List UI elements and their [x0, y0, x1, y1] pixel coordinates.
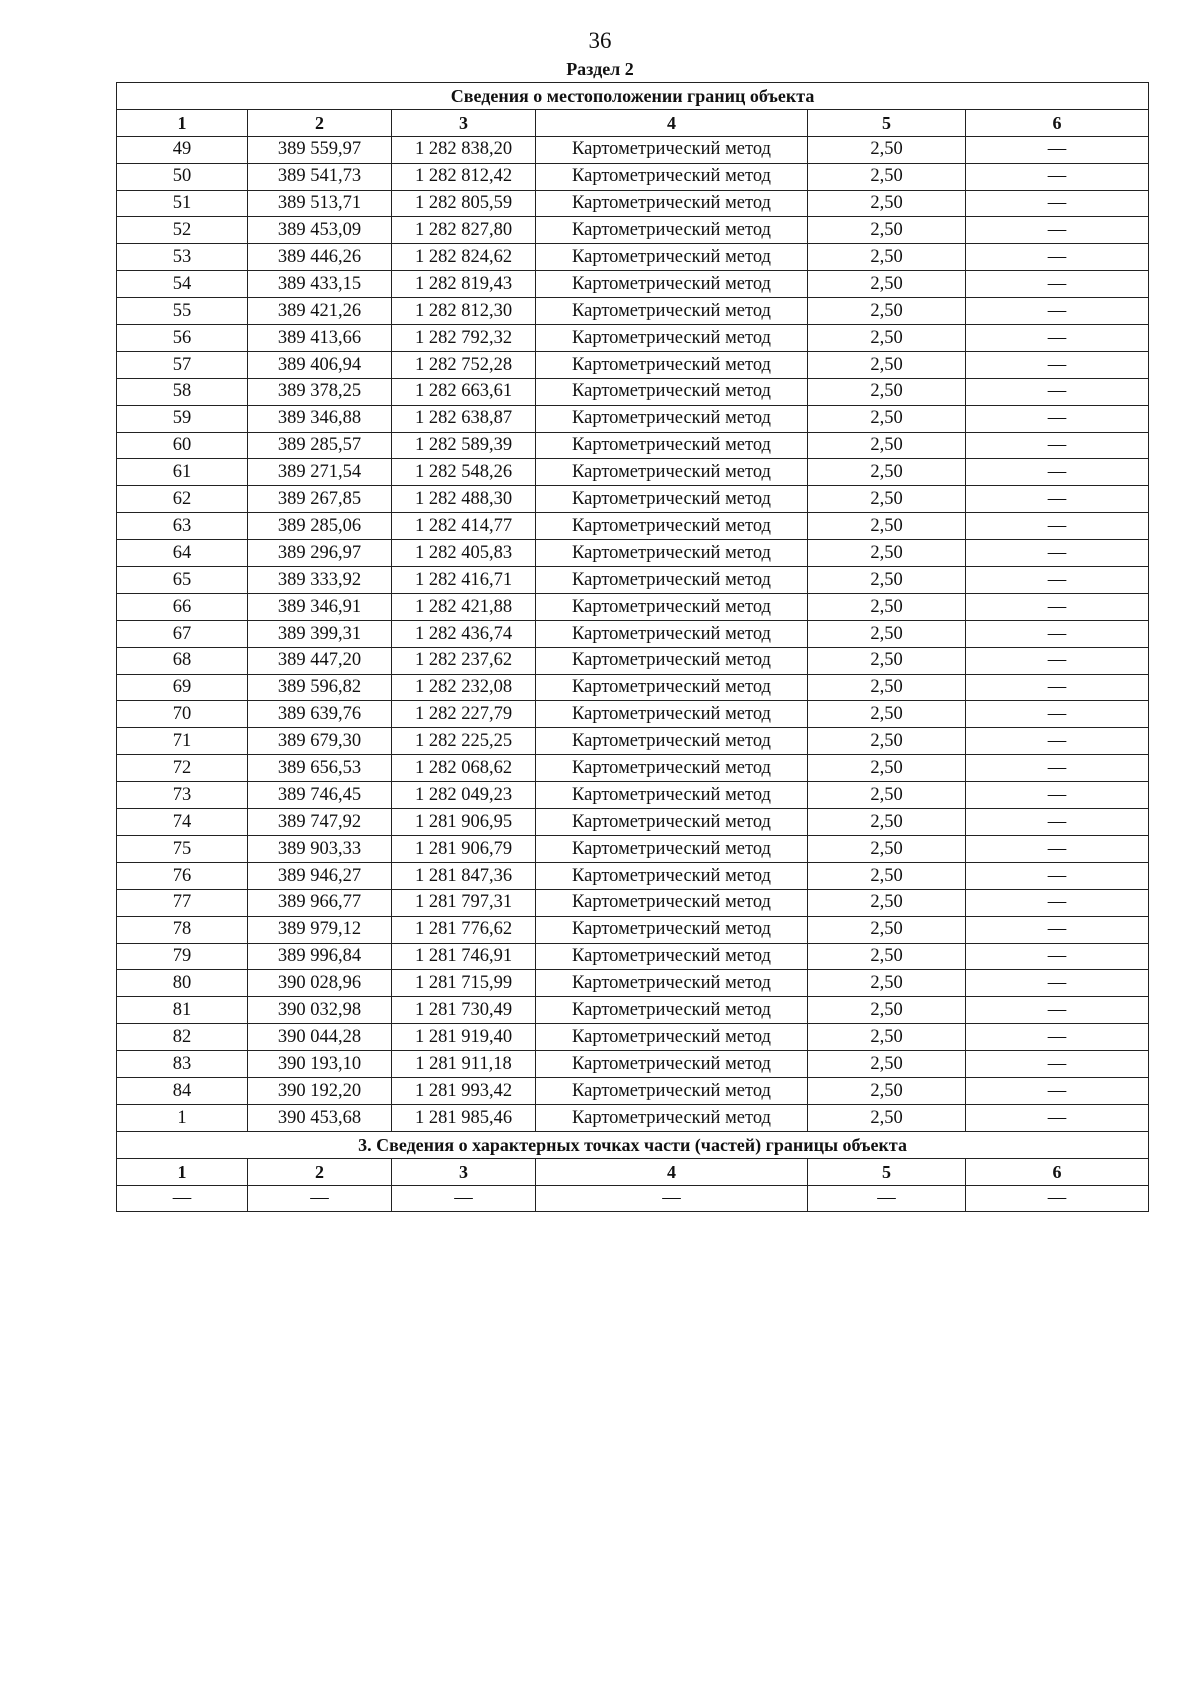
- table-row: [117, 298, 1149, 325]
- y-coordinate-cell: 1 281 911,18: [392, 1051, 536, 1078]
- accuracy-cell: 2,50: [808, 620, 966, 647]
- parts-table-header-row: [117, 1158, 1149, 1185]
- accuracy-cell: 2,50: [808, 351, 966, 378]
- point-number-cell: —: [117, 1185, 248, 1212]
- x-coordinate-cell: 389 447,20: [248, 647, 392, 674]
- y-coordinate-cell: 1 282 663,61: [392, 378, 536, 405]
- accuracy-cell: 2,50: [808, 163, 966, 190]
- x-coordinate-cell: 389 346,91: [248, 593, 392, 620]
- table-row: [117, 943, 1149, 970]
- method-cell: Картометрический метод: [536, 459, 808, 486]
- accuracy-cell: 2,50: [808, 728, 966, 755]
- x-coordinate-cell: 389 333,92: [248, 567, 392, 594]
- y-coordinate-cell: 1 282 638,87: [392, 405, 536, 432]
- column-header: 4: [536, 1158, 808, 1185]
- method-cell: Картометрический метод: [536, 513, 808, 540]
- description-cell: —: [966, 701, 1149, 728]
- method-cell: Картометрический метод: [536, 1051, 808, 1078]
- accuracy-cell: 2,50: [808, 271, 966, 298]
- y-coordinate-cell: 1 282 824,62: [392, 244, 536, 271]
- x-coordinate-cell: 389 903,33: [248, 835, 392, 862]
- description-cell: —: [966, 271, 1149, 298]
- y-coordinate-cell: 1 281 715,99: [392, 970, 536, 997]
- y-coordinate-cell: 1 282 805,59: [392, 190, 536, 217]
- x-coordinate-cell: 389 746,45: [248, 782, 392, 809]
- point-number-cell: 74: [117, 809, 248, 836]
- description-cell: —: [966, 136, 1149, 163]
- y-coordinate-cell: 1 282 414,77: [392, 513, 536, 540]
- x-coordinate-cell: —: [248, 1185, 392, 1212]
- method-cell: Картометрический метод: [536, 190, 808, 217]
- accuracy-cell: 2,50: [808, 540, 966, 567]
- y-coordinate-cell: 1 282 589,39: [392, 432, 536, 459]
- accuracy-cell: 2,50: [808, 916, 966, 943]
- description-cell: —: [966, 782, 1149, 809]
- y-coordinate-cell: 1 281 993,42: [392, 1077, 536, 1104]
- column-header: 4: [536, 109, 808, 136]
- point-number-cell: 1: [117, 1104, 248, 1131]
- x-coordinate-cell: 389 513,71: [248, 190, 392, 217]
- table-row: [117, 217, 1149, 244]
- x-coordinate-cell: 389 406,94: [248, 351, 392, 378]
- page-number: 36: [588, 28, 612, 53]
- table-row: [117, 728, 1149, 755]
- point-number-cell: 72: [117, 755, 248, 782]
- method-cell: Картометрический метод: [536, 916, 808, 943]
- description-cell: —: [966, 1077, 1149, 1104]
- x-coordinate-cell: 389 399,31: [248, 620, 392, 647]
- method-cell: Картометрический метод: [536, 1104, 808, 1131]
- y-coordinate-cell: 1 281 985,46: [392, 1104, 536, 1131]
- description-cell: —: [966, 486, 1149, 513]
- column-header: 5: [808, 1158, 966, 1185]
- method-cell: Картометрический метод: [536, 970, 808, 997]
- accuracy-cell: 2,50: [808, 190, 966, 217]
- accuracy-cell: 2,50: [808, 997, 966, 1024]
- y-coordinate-cell: 1 281 797,31: [392, 889, 536, 916]
- point-number-cell: 49: [117, 136, 248, 163]
- accuracy-cell: 2,50: [808, 835, 966, 862]
- table-row: [117, 190, 1149, 217]
- x-coordinate-cell: 389 656,53: [248, 755, 392, 782]
- x-coordinate-cell: 389 271,54: [248, 459, 392, 486]
- description-cell: —: [966, 647, 1149, 674]
- boundary-table: [116, 82, 1149, 1212]
- point-number-cell: 54: [117, 271, 248, 298]
- x-coordinate-cell: 389 413,66: [248, 325, 392, 352]
- point-number-cell: 81: [117, 997, 248, 1024]
- accuracy-cell: 2,50: [808, 459, 966, 486]
- table-row: [117, 593, 1149, 620]
- point-number-cell: 57: [117, 351, 248, 378]
- table-row: [117, 1077, 1149, 1104]
- table-row: [117, 378, 1149, 405]
- description-cell: —: [966, 244, 1149, 271]
- point-number-cell: 63: [117, 513, 248, 540]
- table-row: [117, 701, 1149, 728]
- table-caption: Сведения о местоположении границ объекта: [117, 83, 1149, 110]
- method-cell: Картометрический метод: [536, 486, 808, 513]
- method-cell: Картометрический метод: [536, 378, 808, 405]
- description-cell: —: [966, 809, 1149, 836]
- y-coordinate-cell: 1 282 416,71: [392, 567, 536, 594]
- description-cell: —: [966, 674, 1149, 701]
- y-coordinate-cell: 1 282 792,32: [392, 325, 536, 352]
- x-coordinate-cell: 389 433,15: [248, 271, 392, 298]
- x-coordinate-cell: 389 421,26: [248, 298, 392, 325]
- description-cell: —: [966, 298, 1149, 325]
- description-cell: —: [966, 190, 1149, 217]
- x-coordinate-cell: 389 966,77: [248, 889, 392, 916]
- x-coordinate-cell: 389 979,12: [248, 916, 392, 943]
- method-cell: Картометрический метод: [536, 701, 808, 728]
- description-cell: —: [966, 889, 1149, 916]
- accuracy-cell: 2,50: [808, 647, 966, 674]
- point-number-cell: 84: [117, 1077, 248, 1104]
- y-coordinate-cell: 1 282 227,79: [392, 701, 536, 728]
- column-header: 2: [248, 1158, 392, 1185]
- method-cell: Картометрический метод: [536, 997, 808, 1024]
- x-coordinate-cell: 390 453,68: [248, 1104, 392, 1131]
- table-row: [117, 540, 1149, 567]
- table-row: [117, 136, 1149, 163]
- method-cell: Картометрический метод: [536, 163, 808, 190]
- y-coordinate-cell: 1 281 730,49: [392, 997, 536, 1024]
- description-cell: —: [966, 405, 1149, 432]
- point-number-cell: 83: [117, 1051, 248, 1078]
- y-coordinate-cell: 1 282 827,80: [392, 217, 536, 244]
- x-coordinate-cell: 389 267,85: [248, 486, 392, 513]
- x-coordinate-cell: 389 285,57: [248, 432, 392, 459]
- description-cell: —: [966, 755, 1149, 782]
- x-coordinate-cell: 389 446,26: [248, 244, 392, 271]
- y-coordinate-cell: —: [392, 1185, 536, 1212]
- point-number-cell: 52: [117, 217, 248, 244]
- point-number-cell: 82: [117, 1024, 248, 1051]
- method-cell: Картометрический метод: [536, 1077, 808, 1104]
- accuracy-cell: 2,50: [808, 486, 966, 513]
- point-number-cell: 56: [117, 325, 248, 352]
- column-header: 1: [117, 109, 248, 136]
- x-coordinate-cell: 389 996,84: [248, 943, 392, 970]
- y-coordinate-cell: 1 282 548,26: [392, 459, 536, 486]
- method-cell: Картометрический метод: [536, 244, 808, 271]
- point-number-cell: 66: [117, 593, 248, 620]
- table-row: [117, 163, 1149, 190]
- accuracy-cell: 2,50: [808, 1024, 966, 1051]
- accuracy-cell: 2,50: [808, 1077, 966, 1104]
- table-row: [117, 351, 1149, 378]
- method-cell: Картометрический метод: [536, 432, 808, 459]
- point-number-cell: 71: [117, 728, 248, 755]
- description-cell: —: [966, 325, 1149, 352]
- table-row: [117, 405, 1149, 432]
- x-coordinate-cell: 390 192,20: [248, 1077, 392, 1104]
- accuracy-cell: 2,50: [808, 1104, 966, 1131]
- y-coordinate-cell: 1 282 812,30: [392, 298, 536, 325]
- point-number-cell: 67: [117, 620, 248, 647]
- x-coordinate-cell: 390 028,96: [248, 970, 392, 997]
- x-coordinate-cell: 389 639,76: [248, 701, 392, 728]
- method-cell: —: [536, 1185, 808, 1212]
- description-cell: —: [966, 351, 1149, 378]
- description-cell: —: [966, 217, 1149, 244]
- x-coordinate-cell: 389 946,27: [248, 862, 392, 889]
- point-number-cell: 59: [117, 405, 248, 432]
- method-cell: Картометрический метод: [536, 943, 808, 970]
- accuracy-cell: 2,50: [808, 244, 966, 271]
- table-row: [117, 1185, 1149, 1212]
- description-cell: —: [966, 835, 1149, 862]
- accuracy-cell: 2,50: [808, 889, 966, 916]
- point-number-cell: 69: [117, 674, 248, 701]
- point-number-cell: 55: [117, 298, 248, 325]
- y-coordinate-cell: 1 282 225,25: [392, 728, 536, 755]
- method-cell: Картометрический метод: [536, 325, 808, 352]
- description-cell: —: [966, 862, 1149, 889]
- description-cell: —: [966, 1185, 1149, 1212]
- accuracy-cell: 2,50: [808, 325, 966, 352]
- point-number-cell: 75: [117, 835, 248, 862]
- column-header: 1: [117, 1158, 248, 1185]
- y-coordinate-cell: 1 282 237,62: [392, 647, 536, 674]
- method-cell: Картометрический метод: [536, 351, 808, 378]
- accuracy-cell: —: [808, 1185, 966, 1212]
- accuracy-cell: 2,50: [808, 862, 966, 889]
- table-row: [117, 809, 1149, 836]
- description-cell: —: [966, 513, 1149, 540]
- accuracy-cell: 2,50: [808, 755, 966, 782]
- accuracy-cell: 2,50: [808, 593, 966, 620]
- y-coordinate-cell: 1 281 906,79: [392, 835, 536, 862]
- x-coordinate-cell: 389 596,82: [248, 674, 392, 701]
- accuracy-cell: 2,50: [808, 378, 966, 405]
- method-cell: Картометрический метод: [536, 889, 808, 916]
- method-cell: Картометрический метод: [536, 271, 808, 298]
- y-coordinate-cell: 1 282 068,62: [392, 755, 536, 782]
- accuracy-cell: 2,50: [808, 970, 966, 997]
- description-cell: —: [966, 540, 1149, 567]
- table-row: [117, 271, 1149, 298]
- point-number-cell: 70: [117, 701, 248, 728]
- description-cell: —: [966, 943, 1149, 970]
- method-cell: Картометрический метод: [536, 674, 808, 701]
- accuracy-cell: 2,50: [808, 701, 966, 728]
- table-header-row: [117, 109, 1149, 136]
- description-cell: —: [966, 620, 1149, 647]
- description-cell: —: [966, 459, 1149, 486]
- accuracy-cell: 2,50: [808, 432, 966, 459]
- table-row: [117, 862, 1149, 889]
- method-cell: Картометрический метод: [536, 620, 808, 647]
- method-cell: Картометрический метод: [536, 298, 808, 325]
- method-cell: Картометрический метод: [536, 862, 808, 889]
- accuracy-cell: 2,50: [808, 782, 966, 809]
- column-header: 6: [966, 1158, 1149, 1185]
- point-number-cell: 73: [117, 782, 248, 809]
- accuracy-cell: 2,50: [808, 943, 966, 970]
- description-cell: —: [966, 916, 1149, 943]
- accuracy-cell: 2,50: [808, 298, 966, 325]
- y-coordinate-cell: 1 282 049,23: [392, 782, 536, 809]
- description-cell: —: [966, 728, 1149, 755]
- method-cell: Картометрический метод: [536, 809, 808, 836]
- method-cell: Картометрический метод: [536, 755, 808, 782]
- y-coordinate-cell: 1 282 838,20: [392, 136, 536, 163]
- table-row: [117, 835, 1149, 862]
- method-cell: Картометрический метод: [536, 728, 808, 755]
- point-number-cell: 51: [117, 190, 248, 217]
- accuracy-cell: 2,50: [808, 1051, 966, 1078]
- description-cell: —: [966, 1024, 1149, 1051]
- x-coordinate-cell: 389 559,97: [248, 136, 392, 163]
- point-number-cell: 65: [117, 567, 248, 594]
- method-cell: Картометрический метод: [536, 567, 808, 594]
- table-row: [117, 997, 1149, 1024]
- description-cell: —: [966, 378, 1149, 405]
- accuracy-cell: 2,50: [808, 809, 966, 836]
- point-number-cell: 77: [117, 889, 248, 916]
- description-cell: —: [966, 432, 1149, 459]
- x-coordinate-cell: 390 032,98: [248, 997, 392, 1024]
- table-row: [117, 755, 1149, 782]
- point-number-cell: 60: [117, 432, 248, 459]
- table-row: [117, 244, 1149, 271]
- accuracy-cell: 2,50: [808, 567, 966, 594]
- y-coordinate-cell: 1 281 776,62: [392, 916, 536, 943]
- column-header: 5: [808, 109, 966, 136]
- column-header: 3: [392, 1158, 536, 1185]
- table-row: [117, 916, 1149, 943]
- column-header: 2: [248, 109, 392, 136]
- description-cell: —: [966, 970, 1149, 997]
- table-row: [117, 567, 1149, 594]
- description-cell: —: [966, 1051, 1149, 1078]
- x-coordinate-cell: 390 193,10: [248, 1051, 392, 1078]
- point-number-cell: 61: [117, 459, 248, 486]
- method-cell: Картометрический метод: [536, 782, 808, 809]
- description-cell: —: [966, 593, 1149, 620]
- x-coordinate-cell: 389 346,88: [248, 405, 392, 432]
- point-number-cell: 58: [117, 378, 248, 405]
- x-coordinate-cell: 389 679,30: [248, 728, 392, 755]
- point-number-cell: 53: [117, 244, 248, 271]
- x-coordinate-cell: 389 453,09: [248, 217, 392, 244]
- y-coordinate-cell: 1 282 812,42: [392, 163, 536, 190]
- table-row: [117, 325, 1149, 352]
- table-row: [117, 889, 1149, 916]
- point-number-cell: 68: [117, 647, 248, 674]
- y-coordinate-cell: 1 281 847,36: [392, 862, 536, 889]
- table-row: [117, 674, 1149, 701]
- y-coordinate-cell: 1 281 919,40: [392, 1024, 536, 1051]
- y-coordinate-cell: 1 281 906,95: [392, 809, 536, 836]
- point-number-cell: 62: [117, 486, 248, 513]
- description-cell: —: [966, 997, 1149, 1024]
- table-row: [117, 1104, 1149, 1131]
- accuracy-cell: 2,50: [808, 405, 966, 432]
- x-coordinate-cell: 389 285,06: [248, 513, 392, 540]
- y-coordinate-cell: 1 281 746,91: [392, 943, 536, 970]
- point-number-cell: 64: [117, 540, 248, 567]
- point-number-cell: 76: [117, 862, 248, 889]
- table-row: [117, 513, 1149, 540]
- table-row: [117, 1051, 1149, 1078]
- table-row: [117, 620, 1149, 647]
- table-row: [117, 782, 1149, 809]
- table-row: [117, 970, 1149, 997]
- accuracy-cell: 2,50: [808, 674, 966, 701]
- column-header: 3: [392, 109, 536, 136]
- method-cell: Картометрический метод: [536, 217, 808, 244]
- y-coordinate-cell: 1 282 421,88: [392, 593, 536, 620]
- accuracy-cell: 2,50: [808, 513, 966, 540]
- point-number-cell: 78: [117, 916, 248, 943]
- description-cell: —: [966, 567, 1149, 594]
- table-row: [117, 486, 1149, 513]
- point-number-cell: 80: [117, 970, 248, 997]
- y-coordinate-cell: 1 282 752,28: [392, 351, 536, 378]
- description-cell: —: [966, 1104, 1149, 1131]
- table-row: [117, 432, 1149, 459]
- y-coordinate-cell: 1 282 405,83: [392, 540, 536, 567]
- x-coordinate-cell: 389 296,97: [248, 540, 392, 567]
- accuracy-cell: 2,50: [808, 217, 966, 244]
- point-number-cell: 50: [117, 163, 248, 190]
- method-cell: Картометрический метод: [536, 593, 808, 620]
- section-title: Раздел 2: [566, 59, 634, 79]
- column-header: 6: [966, 109, 1149, 136]
- y-coordinate-cell: 1 282 819,43: [392, 271, 536, 298]
- x-coordinate-cell: 389 378,25: [248, 378, 392, 405]
- table-row: [117, 647, 1149, 674]
- method-cell: Картометрический метод: [536, 647, 808, 674]
- table-row: [117, 1024, 1149, 1051]
- table-row: [117, 459, 1149, 486]
- method-cell: Картометрический метод: [536, 1024, 808, 1051]
- parts-table-caption: 3. Сведения о характерных точках части (частей) границы объекта: [117, 1131, 1149, 1158]
- y-coordinate-cell: 1 282 436,74: [392, 620, 536, 647]
- y-coordinate-cell: 1 282 232,08: [392, 674, 536, 701]
- y-coordinate-cell: 1 282 488,30: [392, 486, 536, 513]
- method-cell: Картометрический метод: [536, 136, 808, 163]
- method-cell: Картометрический метод: [536, 540, 808, 567]
- method-cell: Картометрический метод: [536, 835, 808, 862]
- x-coordinate-cell: 390 044,28: [248, 1024, 392, 1051]
- x-coordinate-cell: 389 541,73: [248, 163, 392, 190]
- accuracy-cell: 2,50: [808, 136, 966, 163]
- method-cell: Картометрический метод: [536, 405, 808, 432]
- description-cell: —: [966, 163, 1149, 190]
- point-number-cell: 79: [117, 943, 248, 970]
- x-coordinate-cell: 389 747,92: [248, 809, 392, 836]
